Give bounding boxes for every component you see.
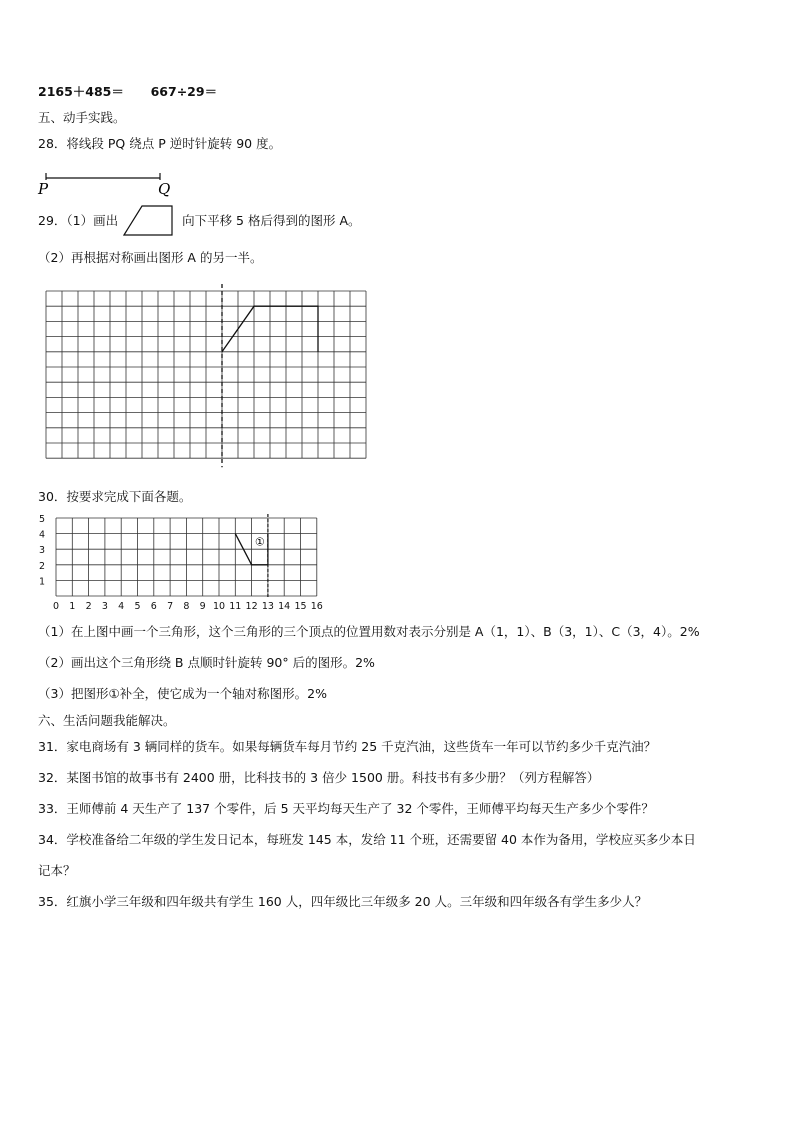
coordinate-grid — [34, 512, 334, 612]
y-tick-label: 3 — [38, 545, 46, 557]
section-6-title: 六、生活问题我能解决。 — [38, 713, 176, 728]
x-tick-label: 3 — [101, 601, 108, 612]
x-tick-label: 9 — [199, 601, 206, 612]
question-34-line-1: 34．学校准备给二年级的学生发日记本，每班发 145 本，发给 11 个班，还需要留 40 本作为备用，学校应买多少本日 — [38, 832, 696, 847]
question-28: 28．将线段 PQ 绕点 P 逆时针旋转 90 度。 — [38, 136, 282, 151]
question-30-part-1: （1）在上图中画一个三角形，这个三角形的三个顶点的位置用数对表示分别是 A（1，1）、B（3，1）、C（3，4）。2% — [38, 624, 700, 639]
question-33: 33．王师傅前 4 天生产了 137 个零件，后 5 天平均每天生产了 32 个零件，王师傅平均每天生产多少个零件？ — [38, 801, 654, 816]
question-32: 32．某图书馆的故事书有 2400 册，比科技书的 3 倍少 1500 册。科技书有多少册？（列方程解答） — [38, 770, 600, 785]
x-tick-label: 10 — [212, 601, 226, 612]
x-tick-label: 11 — [229, 601, 242, 612]
parallelogram-shape — [120, 202, 176, 238]
question-35: 35．红旗小学三年级和四年级共有学生 160 人，四年级比三年级多 20 人。三年级和四年级各有学生多少人？ — [38, 894, 648, 909]
x-tick-label: 7 — [167, 601, 174, 612]
translation-grid — [44, 283, 374, 468]
x-tick-label: 2 — [85, 601, 92, 612]
y-tick-label: 5 — [38, 514, 46, 525]
calc-line — [38, 84, 217, 100]
x-tick-label: 0 — [52, 601, 60, 612]
question-29-part-2: （2）再根据对称画出图形 A 的另一半。 — [38, 250, 263, 265]
y-tick-label: 2 — [38, 560, 46, 572]
calc-expression-1: 2165＋485＝ — [38, 84, 124, 99]
x-tick-label: 6 — [150, 601, 157, 612]
point-q-label: Q — [158, 180, 171, 198]
figure-one-label: ① — [254, 535, 265, 549]
x-tick-label: 16 — [310, 601, 323, 612]
x-tick-label: 14 — [278, 601, 291, 612]
segment-pq-figure — [36, 168, 196, 204]
x-tick-label: 5 — [134, 601, 141, 612]
question-29-suffix: 向下平移 5 格后得到的图形 A。 — [182, 213, 361, 228]
point-p-label: P — [38, 180, 49, 198]
x-tick-label: 12 — [245, 601, 258, 612]
question-30-part-2: （2）画出这个三角形绕 B 点顺时针旋转 90° 后的图形。2% — [38, 655, 375, 670]
y-tick-label: 4 — [38, 529, 46, 541]
x-tick-label: 13 — [261, 601, 274, 612]
question-30-part-3: （3）把图形①补全，使它成为一个轴对称图形。2% — [38, 686, 327, 701]
x-tick-label: 1 — [69, 601, 76, 612]
x-tick-label: 15 — [294, 601, 307, 612]
y-tick-label: 1 — [38, 576, 46, 588]
question-29-part-1 — [38, 213, 361, 229]
question-31: 31．家电商场有 3 辆同样的货车。如果每辆货车每月节约 25 千克汽油，这些货车一年可以节约多少千克汽油？ — [38, 739, 657, 754]
calc-expression-2: 667÷29＝ — [150, 84, 218, 99]
question-30: 30．按要求完成下面各题。 — [38, 489, 192, 504]
x-tick-label: 4 — [118, 601, 125, 612]
section-5-title: 五、动手实践。 — [38, 110, 126, 125]
x-tick-label: 8 — [183, 601, 190, 612]
question-34-line-2: 记本？ — [38, 863, 76, 878]
question-29-prefix: 29．（1）画出 — [38, 213, 119, 228]
